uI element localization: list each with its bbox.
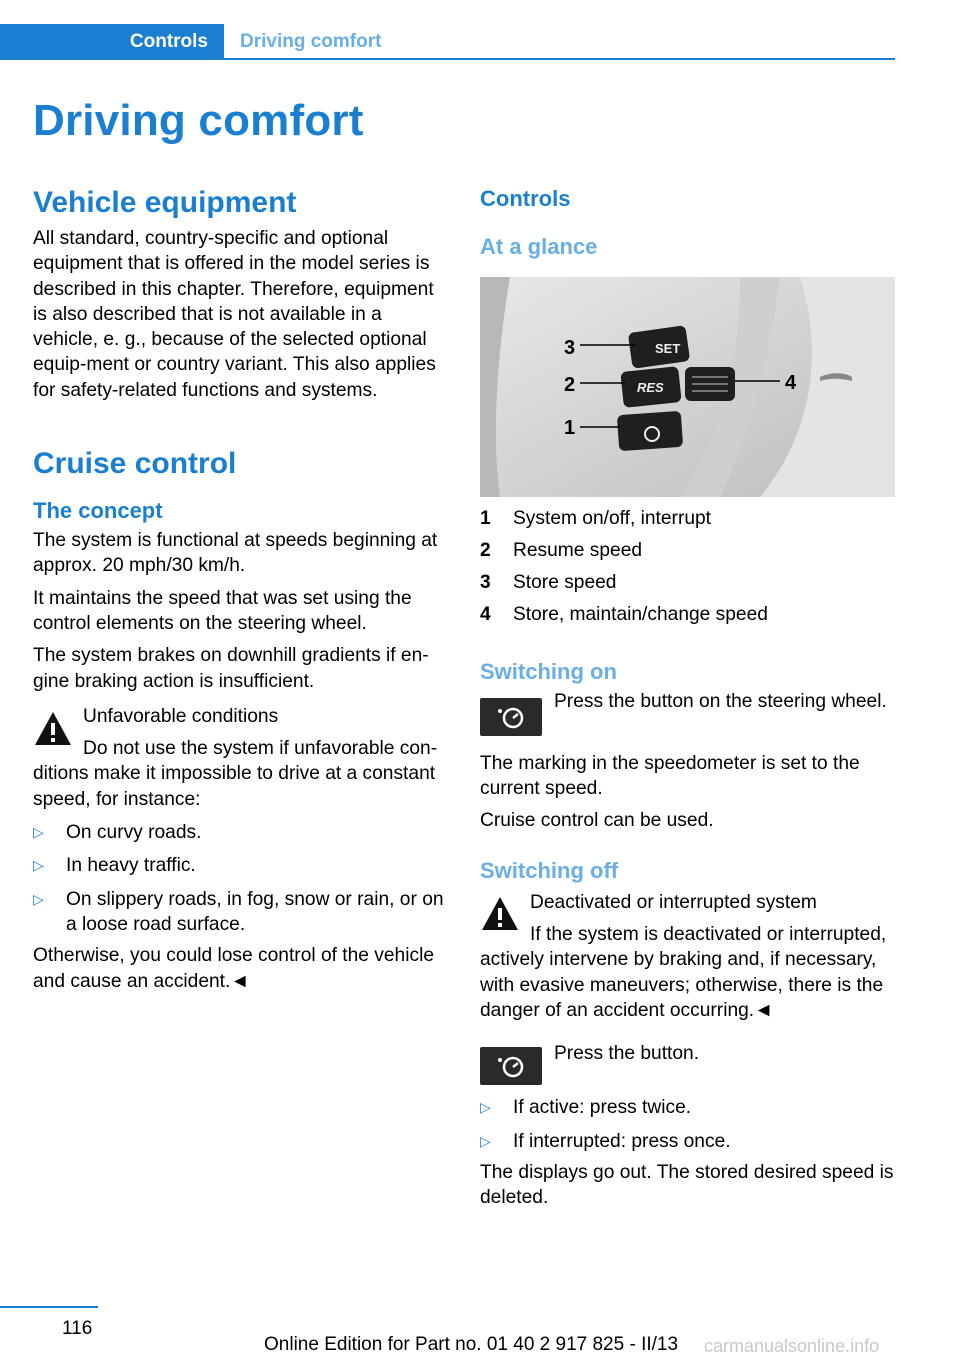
tab-controls[interactable]: Controls — [0, 24, 224, 60]
heading-the-concept: The concept — [33, 498, 163, 524]
bullet-triangle-icon: ▷ — [33, 824, 44, 841]
warning-title: Unfavorable conditions — [83, 705, 279, 727]
warning-triangle-icon — [33, 709, 73, 749]
callout-2: 2 — [564, 374, 576, 396]
list-item: ▷ On curvy roads. — [33, 820, 451, 845]
bullet-triangle-icon: ▷ — [480, 1099, 491, 1116]
edition-note: Online Edition for Part no. 01 40 2 917 825 - II/13 — [264, 1334, 679, 1355]
conditions-list — [33, 820, 451, 937]
warning-body: If the system is deactivated or interrupted, actively intervene by braking and, if necessary, with evasive maneuvers; otherwise, there is the danger of an accident occurring.◄ — [480, 924, 887, 1022]
switching-off-instruction: Press the button. — [480, 1041, 898, 1087]
heading-switching-off: Switching off — [480, 857, 619, 883]
switching-off-closing: The displays go out. The stored desired speed is deleted. — [480, 1161, 894, 1209]
left-column — [33, 186, 451, 994]
press-list — [480, 1095, 898, 1154]
warning-body: Do not use the system if unfavorable con-ditions make it impossible to drive at a constant speed, for instance: — [33, 738, 438, 810]
callout-3: 3 — [564, 337, 576, 359]
list-item: 2 Resume speed — [480, 540, 643, 561]
warning-triangle-icon — [480, 894, 520, 934]
cruise-control-button-icon — [480, 1047, 542, 1085]
callout-1: 1 — [564, 417, 576, 439]
concept-paragraph-3: The system brakes on downhill gradients if en-gine braking action is insufficient. — [33, 645, 429, 692]
heading-switching-on: Switching on — [480, 659, 617, 684]
header-rule — [224, 58, 895, 60]
heading-cruise-control: Cruise control — [33, 447, 237, 481]
bullet-triangle-icon: ▷ — [33, 890, 44, 907]
page-title: Driving comfort — [33, 96, 364, 145]
list-item: ▷ In heavy traffic. — [33, 853, 451, 878]
warning-title: Deactivated or interrupted system — [530, 891, 817, 913]
callout-4: 4 — [785, 372, 797, 394]
warning-deactivated — [480, 890, 898, 1023]
switching-on-text-1: The marking in the speedometer is set to the current speed. — [480, 753, 860, 800]
footer-rule — [0, 1306, 98, 1308]
heading-at-a-glance: At a glance — [480, 234, 598, 259]
list-item: ▷ On slippery roads, in fog, snow or rain, or on a loose road surface. — [33, 887, 451, 938]
heading-vehicle-equipment: Vehicle equipment — [33, 186, 297, 219]
warning-unfavorable — [33, 704, 451, 812]
concept-paragraph-1: The system is functional at speeds beginning at approx. 20 mph/30 km/h. — [33, 530, 438, 577]
list-item: 3 Store speed — [480, 572, 617, 593]
bullet-triangle-icon: ▷ — [480, 1132, 491, 1149]
list-item: 1 System on/off, interrupt — [480, 508, 712, 529]
page-number: 116 — [62, 1318, 93, 1339]
watermark: carmanualsonline.info — [704, 1336, 880, 1356]
heading-controls: Controls — [480, 186, 571, 211]
concept-paragraph-2: It maintains the speed that was set using the control elements on the steering wheel. — [33, 587, 412, 634]
list-item: 4 Store, maintain/change speed — [480, 604, 768, 625]
legend-list — [480, 503, 898, 631]
list-item: ▷ If active: press twice. — [480, 1095, 898, 1120]
set-button-label: SET — [655, 341, 681, 356]
warning-closing: Otherwise, you could lose control of the vehicle and cause an accident.◄ — [33, 945, 435, 992]
res-button-label: RES — [637, 380, 664, 395]
bullet-triangle-icon: ▷ — [33, 857, 44, 874]
steering-wheel-photo — [480, 277, 895, 497]
header-bar — [0, 24, 895, 62]
vehicle-equipment-text: All standard, country-specific and optional equipment that is offered in the model series is described in this chapter. Therefore, equipment is also described that is not available in a vehicle, e. g., because of the selected optional equip-ment or country variant. This also applies for safety-related functions and systems. — [33, 228, 436, 401]
tab-driving-comfort[interactable]: Driving comfort — [240, 31, 382, 52]
switching-on-instruction: Press the button on the steering wheel. — [480, 689, 898, 741]
cruise-control-button-icon — [480, 698, 542, 736]
right-column — [480, 186, 898, 1211]
switching-on-text-2: Cruise control can be used. — [480, 809, 714, 831]
list-item: ▷ If interrupted: press once. — [480, 1129, 898, 1154]
